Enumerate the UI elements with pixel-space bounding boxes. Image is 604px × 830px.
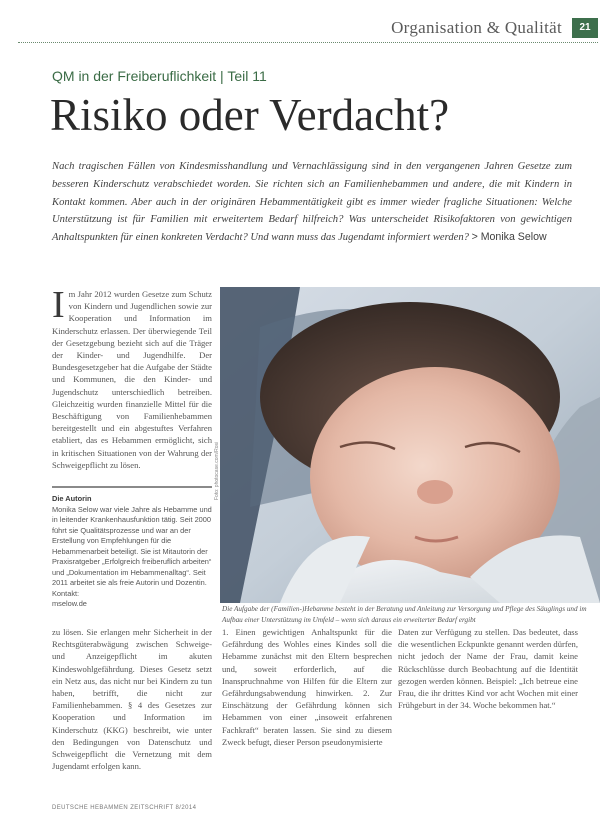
intro-text: Nach tragischen Fällen von Kindesmisshandlung und Vernachlässigung sind in den vergangenen Jahren Gesetze zum besseren Kinderschutz verabschiedet worden. Sie richten sich an Familienhebammen und andere, die mit Kindern in Kontakt kommen. Aber auch in der originären Hebammentätigkeit gibt es immer wieder fragliche Situationen: Welche Unterstützung ist für Familien mit erweitertem Bedarf hilfreich? Was unterscheidet Risikofaktoren von gewichtigen Anhaltspunkten für einen konkreten Verdacht? Und wann muss das Jugendamt informiert werden? (52, 161, 572, 244)
drop-cap: I (52, 284, 65, 326)
article-intro (52, 158, 572, 247)
body-column-1 (52, 284, 212, 471)
baby-photo-illustration (220, 287, 600, 603)
series-label: QM in der Freiberuflichkeit | Teil 11 (52, 68, 267, 84)
photo-credit: Foto: photocase.com/Rosi (214, 441, 220, 500)
page-number-badge: 21 (572, 18, 598, 38)
author-box-text: Monika Selow war viele Jahre als Hebamme und in leitender Krankenhausfunktion tätig. Seit 2000 führt sie Qualitätsprozesse und war an der Erstellung von Empfehlungen für die Hebammenarbeit beteiligt. Sie ist Mitautorin der Praxisratgeber „Erfolgreich freiberuflich arbeiten“ und „Dokumentation im Hebammenalltag“. Seit 2011 arbeitet sie als freie Autorin und Dozentin. (52, 504, 212, 587)
header-rule (18, 42, 598, 43)
author-contact-label: Kontakt: (52, 588, 80, 598)
baby-photo (220, 287, 600, 603)
photo-caption: Die Aufgabe der (Familien-)Hebamme besteht in der Beratung und Anleitung zur Versorgung und Pflege des Säuglings und im Aufbau einer Unterstützung im Umfeld – wenn sich daraus ein erweiterter Bedarf ergibt (222, 605, 587, 624)
author-byline: > Monika Selow (471, 231, 547, 244)
body-column-lower-2: 1. Einen gewichtigen Anhaltspunkt für die Gefährdung des Wohles eines Kindes soll die Hebamme zunächst mit den Eltern besprechen und, soweit erforderlich, auf die Inanspruchnahme von Hilfen für die Eltern zur Gefährdungsabwendung hinwirken. 2. Zur Einschätzung der Gefährdung können sich Hebammen von einer „insoweit erfahrenen Fachkraft“ beraten lassen. Sie sind zu diesem Zweck befugt, dieser Person pseudonymisierte (222, 627, 392, 747)
article-title: Risiko oder Verdacht? (50, 90, 450, 140)
body-column-lower-1: zu lösen. Sie erlangen mehr Sicherheit in der Rechtsgüterabwägung zwischen Schweige- und Anzeigepflicht im akuten Kindeswohlgefährdung. Dieses Gesetz setzt ein Netz aus, das nicht nur bei Kindern zu tun haben, betrifft, die nicht zur Familienhebammen. § 4 des Gesetzes zur Kooperation und Information im Kinderschutz (KKG) beschreibt, wie unter den Bedingungen von Datenschutz und Schweigepflicht die Vernetzung mit dem Jugendamt erfolgen kann. (52, 627, 212, 772)
column-1-text: m Jahr 2012 wurden Gesetze zum Schutz von Kindern und Jugendlichen sowie zur Kooperation und Information im Kinderschutz erlassen. Der überwiegende Teil der Gesetzgebung bezieht sich auf die Träger der Kinder- und Jugendhilfe. Der Bundesgesetzgeber hat die Aufgabe der Städte und Kommunen, die den Kinder- und Jugendschutz unterschiedlich betreiben. Gleichzeitig wurden finanzielle Mittel für die Beschäftigung von Familienhebammen bereitgestellt und ein abgestuftes Verfahren etabliert, das es Hebammen ermöglicht, sich in kritischen Situationen von der Wahrung der Schweigepflicht zu lösen. (52, 289, 212, 470)
author-contact: mselow.de (52, 599, 87, 608)
author-box (52, 486, 212, 610)
footer: DEUTSCHE HEBAMMEN ZEITSCHRIFT 8/2014 (52, 805, 197, 811)
section-title: Organisation & Qualität (391, 18, 562, 37)
author-box-heading: Die Autorin (52, 494, 92, 503)
body-column-lower-3: Daten zur Verfügung zu stellen. Das bedeutet, dass die wesentlichen Eckpunkte genannt werden dürfen, nicht jedoch der Name der Frau, damit keine Rückschlüsse durch Beobachtung auf die Identität gezogen werden können. Beispiel: „Ich betreue eine Frau, die ihr drittes Kind vor acht Wochen mit einer Frühgeburt in der 34. Woche bekommen hat.“ (398, 627, 578, 711)
